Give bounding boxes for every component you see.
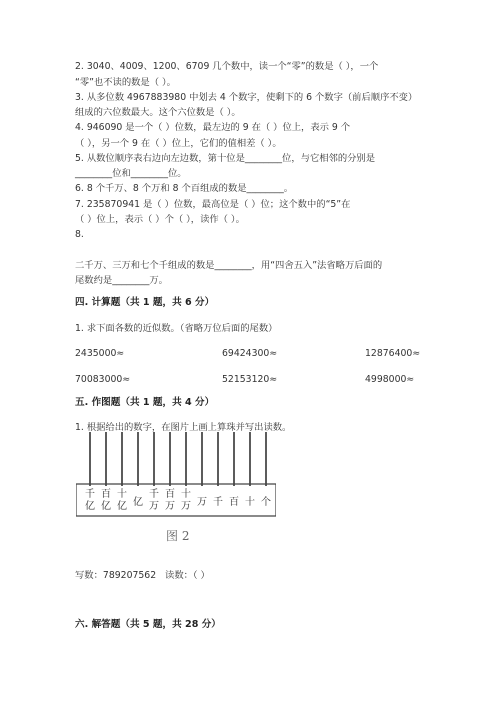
q2-line-1: 2. 3040、4009、1200、6709 几个数中，读一个“零”的数是（ ），一个: [75, 61, 379, 72]
q7-line-2: （ ）位上，表示（ ）个（ ），读作（ ）。: [75, 214, 245, 225]
section5-instruction: 1. 根据给出的数字，在图片上画上算珠并写出读数。: [75, 422, 292, 433]
place-label: 万: [197, 497, 207, 508]
q5-line-1: 5. 从数位顺序表右边向左边数，第十位是________位，与它相邻的分别是: [75, 153, 376, 164]
place-value-labels: [85, 487, 271, 512]
answer-prefix: 写数：: [75, 570, 103, 581]
abacus-figure: [76, 432, 276, 552]
place-label: 百: [101, 489, 111, 500]
approx-item: 12876400≈: [365, 348, 421, 359]
place-label: 亿: [117, 501, 127, 512]
place-label: 十: [181, 489, 191, 500]
section5-heading: 五. 作图题（共 1 题，共 4 分）: [75, 397, 215, 408]
read-label: 读数：（ ）: [165, 570, 210, 581]
q7-line-1: 7. 235870941 是（ ）位数，最高位是（ ）位；这个数中的“5”在: [75, 199, 351, 210]
q6-line: 6. 8 个千万、8 个万和 8 个百组成的数是________。: [75, 183, 294, 194]
place-label: 万: [181, 501, 191, 512]
place-label: 万: [149, 501, 159, 512]
place-label: 十: [117, 489, 127, 500]
place-label: 千: [85, 489, 95, 500]
q2-line-2: “零”也不读的数是（ ）。: [75, 77, 176, 88]
approx-item: 70083000≈: [75, 374, 131, 385]
extra-line-1: 二千万、三万和七个千组成的数是________，用“四舍五入”法省略万后面的: [75, 260, 383, 271]
q4-line-1: 4. 946090 是一个（ ）位数，最左边的 9 在（ ）位上，表示 9 个: [75, 122, 351, 133]
place-label: 千: [149, 489, 159, 500]
q3-line-2: 组成的六位数最大。这个六位数是（ ）。: [75, 107, 241, 118]
approx-item: 52153120≈: [222, 374, 278, 385]
q4-line-2: （ ），另一个 9 在（ ）位上，它们的值相差（ ）。: [75, 138, 282, 149]
answer-line: [75, 570, 210, 582]
place-label: 亿: [85, 501, 95, 512]
place-label: 百: [229, 497, 239, 508]
approx-item: 2435000≈: [75, 348, 125, 359]
place-label: 亿: [133, 497, 143, 508]
place-label: 个: [261, 497, 271, 508]
place-label: 十: [245, 497, 255, 508]
section6-heading: 六. 解答题（共 5 题，共 28 分）: [75, 619, 221, 630]
place-label: 千: [213, 497, 223, 508]
approx-item: 4998000≈: [365, 374, 415, 385]
q8-label: 8.: [75, 229, 84, 240]
abacus-rods: [90, 432, 266, 486]
q3-line-1: 3. 从多位数 4967883980 中划去 4 个数字，使剩下的 6 个数字（前后顺序不变）: [75, 92, 418, 103]
section4-instruction: 1. 求下面各数的近似数。（省略万位后面的尾数）: [75, 323, 278, 334]
place-label: 亿: [101, 501, 111, 512]
figure-caption: 图 2: [166, 529, 190, 543]
section4-heading: 四. 计算题（共 1 题，共 6 分）: [75, 297, 215, 308]
place-label: 百: [165, 489, 175, 500]
place-label: 万: [165, 501, 175, 512]
approx-item: 69424300≈: [222, 348, 278, 359]
extra-line-2: 尾数约是________万。: [75, 275, 168, 286]
answer-number: 789207562: [102, 570, 157, 581]
q5-line-2: ________位和________位。: [75, 168, 187, 179]
